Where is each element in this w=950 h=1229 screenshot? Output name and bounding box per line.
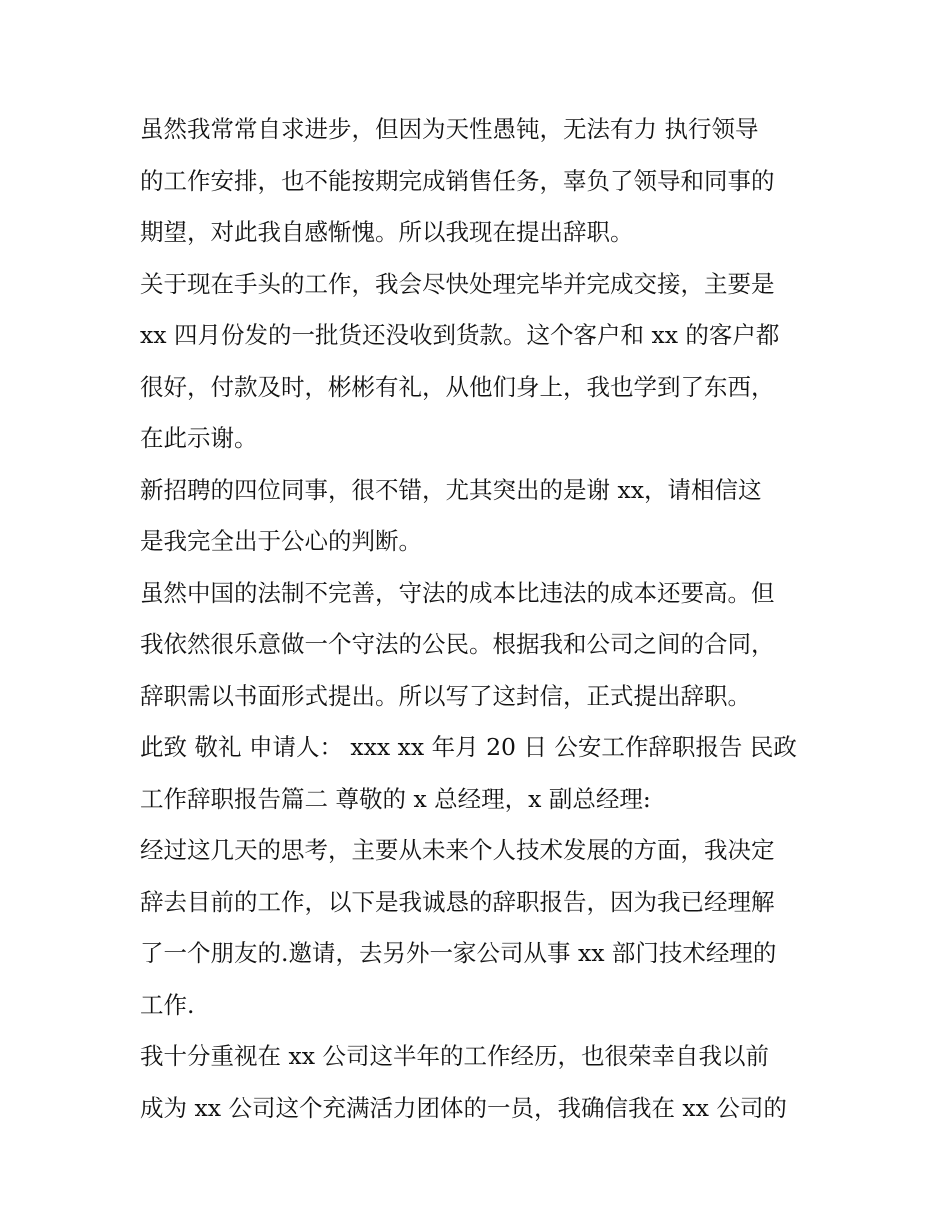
text-line: 新招聘的四位同事，很不错，尤其突出的是谢 xx，请相信这 <box>140 475 762 504</box>
text-line: 虽然我常常自求进步，但因为天性愚钝，无法有力 执行领导 <box>140 115 759 143</box>
text-line: 成为 xx 公司这个充满活力团体的一员，我确信我在 xx 公司的 <box>140 1093 787 1122</box>
text-line: 经过这几天的思考，主要从未来个人技术发展的方面，我决定 <box>140 836 775 864</box>
text-line: 工作辞职报告篇二 尊敬的 x 总经理，x 副总经理: <box>140 784 651 813</box>
text-line: 此致 敬礼 申请人： xxx xx 年月 20 日 公安工作辞职报告 民政 <box>140 733 797 761</box>
text-line: 辞职需以书面形式提出。所以写了这封信，正式提出辞职。 <box>140 681 751 710</box>
text-line: 是我完全出于公心的判断。 <box>140 527 422 555</box>
text-line: 工作. <box>140 990 195 1019</box>
text-line: 了一个朋友的.邀请，去另外一家公司从事 xx 部门技术经理的 <box>140 939 777 967</box>
text-line: 在此示谢。 <box>140 424 258 452</box>
text-line: 很好，付款及时，彬彬有礼，从他们身上，我也学到了东西， <box>140 372 775 401</box>
text-line: 关于现在手头的工作，我会尽快处理完毕并完成交接，主要是 <box>140 269 775 298</box>
document-body <box>140 104 820 1134</box>
text-line: 期望，对此我自感惭愧。所以我现在提出辞职。 <box>140 218 634 246</box>
text-line: 的工作安排，也不能按期完成销售任务，辜负了领导和同事的 <box>140 166 775 195</box>
text-line: 我依然很乐意做一个守法的公民。根据我和公司之间的合同， <box>140 630 775 658</box>
text-line: 辞去目前的工作，以下是我诚恳的辞职报告，因为我已经理解 <box>140 887 775 916</box>
text-line: 虽然中国的法制不完善，守法的成本比违法的成本还要高。但 <box>140 578 775 607</box>
text-line: xx 四月份发的一批货还没收到货款。这个客户和 xx 的客户都 <box>140 321 780 349</box>
text-line: 我十分重视在 xx 公司这半年的工作经历，也很荣幸自我以前 <box>140 1042 769 1070</box>
